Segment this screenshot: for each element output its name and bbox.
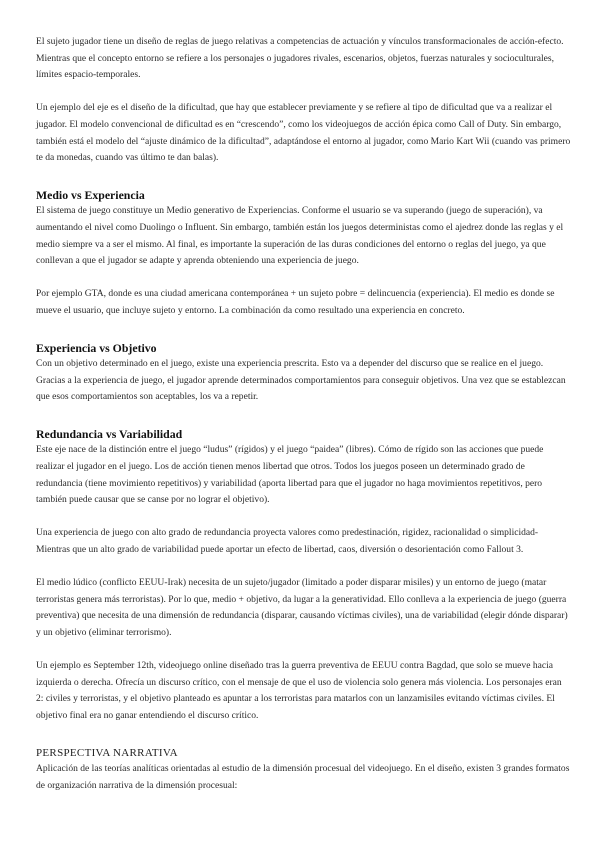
paragraph-redundancia-valores: Una experiencia de juego con alto grado de redundancia proyecta valores como predestinación, rigidez, racionalidad o simplicidad- Mientras que un alto grado de variabilidad puede aportar un efecto de libertad, caos, diversión o desorientación como Fallout 3. <box>36 527 539 556</box>
heading-redundancia-variabilidad: Redundancia vs Variabilidad <box>36 427 183 442</box>
heading-perspectiva-narrativa: PERSPECTIVA NARRATIVA <box>36 747 178 760</box>
heading-experiencia-objetivo: Experiencia vs Objetivo <box>36 341 157 356</box>
paragraph-medio-ludico: El medio lúdico (conflicto EEUU-Irak) necesita de un sujeto/jugador (limitado a poder disparar misiles) y un entorno de juego (matar terroristas genera más terroristas). Por lo que, medio + objetivo, da lugar a la generatividad. Ello conlleva a la experiencia de juego (guerra preventiva) que necesita de una dimensión de redundancia (disparar, causando víctimas civiles), una de variabilidad (elegir dónde disparar) y un objetivo (eliminar terrorismo). <box>36 577 568 638</box>
paragraph-sistema-juego: El sistema de juego constituye un Medio generativo de Experiencias. Conforme el usuario se va superando (juego de superación), va aumentando el nivel como Duolingo o Influent. Sin embargo, también están los juegos deterministas como el ajedrez donde las reglas y el medio siempre va a ser el mismo. Al final, es importante la superación de las duras condiciones del entorno o reglas del juego, ya que conllevan a que el jugador se adapte y aprenda obteniendo una experiencia de juego. <box>36 205 564 267</box>
document-page <box>36 34 571 811</box>
paragraph-dificultad: Un ejemplo del eje es el diseño de la dificultad, que hay que establecer previamente y se refiere al tipo de dificultad que va a realizar el jugador. El modelo convencional de dificultad es en “crescendo”, como los videojuegos de acción épica como Call of Duty. Sin embargo, también está el modelo del “ajuste dinámico de la dificultad”, adaptándose el entorno al jugador, como Mario Kart Wii (cuando vas primero te da monedas, cuando vas último te dan balas). <box>36 102 571 164</box>
heading-medio-experiencia: Medio vs Experiencia <box>36 188 145 203</box>
paragraph-objetivo: Con un objetivo determinado en el juego, existe una experiencia prescrita. Esto va a depender del discurso que se realice en el juego. Gracias a la experiencia de juego, el jugador aprende determinados comportamientos para conseguir objetivos. Una vez que se establezcan que esos comportamientos son aceptables, los va a repetir. <box>36 358 566 403</box>
paragraph-perspectiva: Aplicación de las teorías analíticas orientadas al estudio de la dimensión procesual del videojuego. En el diseño, existen 3 grandes formatos de organización narrativa de la dimensión procesual: <box>36 763 570 791</box>
paragraph-september-12th: Un ejemplo es September 12th, videojuego online diseñado tras la guerra preventiva de EEUU contra Bagdad, que solo se mueve hacia izquierda o derecha. Ofrecía un discurso crítico, con el mensaje de que el uso de violencia solo genera más violencia. Los personajes eran 2: civiles y terroristas, y el objetivo planteado es apuntar a los terroristas para matarlos con un lanzamisiles evitando víctimas civiles. El objetivo final era no ganar entendiendo el discurso crítico. <box>36 660 562 721</box>
paragraph-ludus-paidea: Este eje nace de la distinción entre el juego “ludus” (rígidos) y el juego “paidea” (libres). Cómo de rígido son las acciones que puede realizar el jugador en el juego. Los de acción tienen menos libertad que otros. Todos los juegos poseen un determinado grado de redundancia (tiene movimiento repetitivos) y variabilidad (aporta libertad para que el jugador no haga movimientos repetitivos, pero también puede causar que se canse por no lograr el objetivo). <box>36 444 544 506</box>
paragraph-sujeto-jugador: El sujeto jugador tiene un diseño de reglas de juego relativas a competencias de actuación y vínculos transformacionales de acción-efecto. Mientras que el concepto entorno se refiere a los personajes o jugadores rivales, escenarios, objetos, fuerzas naturales y socioculturales, límites espacio-temporales. <box>36 36 564 81</box>
paragraph-gta: Por ejemplo GTA, donde es una ciudad americana contemporánea + un sujeto pobre = delincuencia (experiencia). El medio es donde se mueve el usuario, que incluye sujeto y entorno. La combinación da como resultado una experiencia en concreto. <box>36 288 555 316</box>
